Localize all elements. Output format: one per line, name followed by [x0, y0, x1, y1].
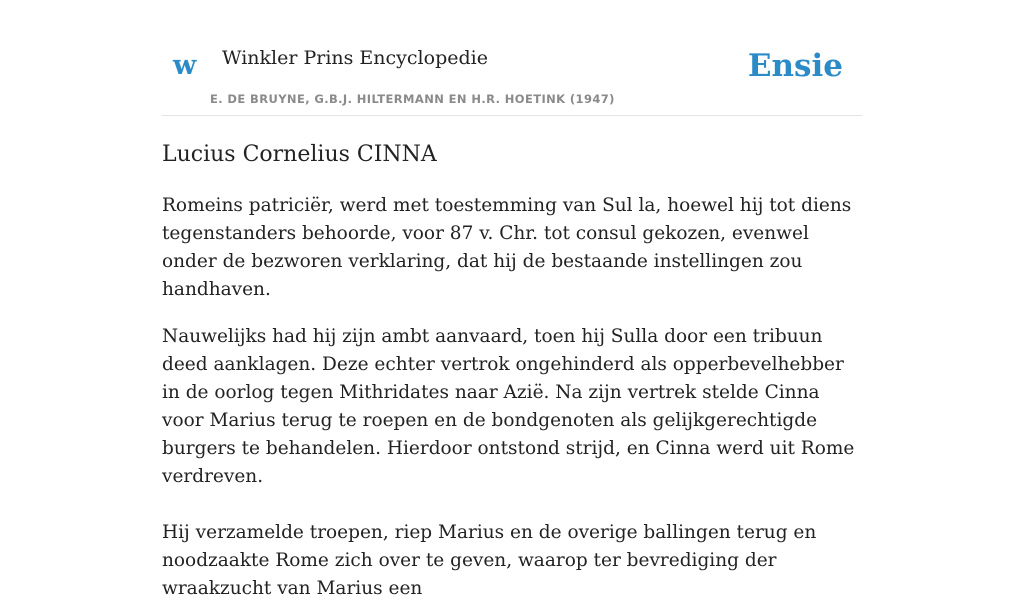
winkler-prins-logo[interactable]: w: [173, 50, 197, 81]
article-paragraph-3: Hij verzamelde troepen, riep Marius en de overige ballingen terug en noodzaakte Rome zich over te geven, waarop ter bevrediging der wraakzucht van Marius een: [162, 522, 817, 599]
article-paragraph-2: Nauwelijks had hij zijn ambt aanvaard, toen hij Sulla door een tribuun deed aanklagen. Deze echter vertrok ongehinderd als opperbevelhebber in de oorlog tegen Mithridates naar Azië. Na zijn vertrek stelde Cinna voor Marius terug te roepen en de bondgenoten als gelijkgerechtigde burgers te behandelen. Hierdoor ontstond strijd, en Cinna werd uit Rome verdreven.: [162, 326, 855, 487]
article-title: Lucius Cornelius CINNA: [162, 142, 437, 167]
ensie-logo-link[interactable]: Ensie: [747, 48, 843, 84]
source-authors: E. DE BRUYNE, G.B.J. HILTERMANN EN H.R. HOETINK (1947): [210, 92, 615, 106]
source-title[interactable]: Winkler Prins Encyclopedie: [222, 47, 488, 69]
article-paragraph-1: Romeins patriciër, werd met toestemming van Sul la, hoewel hij tot diens tegenstanders behoorde, voor 87 v. Chr. tot consul gekozen, evenwel onder de bezworen verklaring, dat hij de bestaande instellingen zou handhaven.: [162, 195, 852, 300]
article: [162, 140, 862, 603]
site-header: [162, 36, 862, 116]
